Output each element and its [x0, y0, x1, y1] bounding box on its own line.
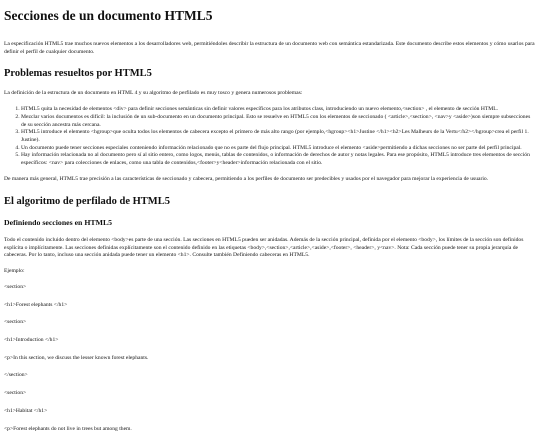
- example-line: <section>: [4, 283, 27, 290]
- example-line: <section>: [4, 390, 27, 397]
- algorithm-heading: El algoritmo de perfilado de HTML5: [4, 195, 170, 207]
- algorithm-subheading: Definiendo secciones en HTML5: [4, 217, 113, 227]
- list-item: 2. Mezclar varios documentos es difícil: la inclusión de un sub-documento en un documento principal. Esto se resuelve en HTML5 con los elementos de seccionado ( <article>,<section>, <nav>y <aside>)son siempre subsecciones de su sección ancestra más cercana.: [21, 114, 536, 129]
- example-line: <h1>Forest elephants </h1>: [4, 301, 68, 308]
- example-line: <h1>Habitat </h1>: [4, 407, 48, 414]
- list-item: 4. Un documento puede tener secciones especiales conteniendo información relacionado que no es parte del flujo principal. HTML5 introduce el elemento <aside>permitiendo a dichas secciones no ser parte del perfil principal.: [21, 145, 536, 153]
- example-line: <p>Forest elephants do not live in trees but among them.: [4, 425, 132, 432]
- example-line: </section>: [4, 372, 28, 379]
- example-label: Ejemplo:: [4, 268, 25, 275]
- list-item: 3. HTML5 introduce el elemento <hgroup>que oculta todos los elementos de cabecera excepto el primero de más alto rango (por ejemplo,<hgroup><h1>Justine </h1><h2>Les Malheurs de la Vertu</h2></hgroup>crea el perfil 1. Justine).: [21, 129, 536, 144]
- intro-paragraph: La especificación HTML5 trae muchos nuevos elementos a los desarrolladores web, permitiéndoles describir la estructura de un documento web con semántica estandarizada. Este documento describe estos elementos y cómo usarlos para definir el perfil de cualquier documento.: [4, 40, 535, 55]
- problems-list: [4, 106, 536, 168]
- example-line: <p>In this section, we discuss the lesser known forest elephants.: [4, 354, 149, 361]
- example-line: <section>: [4, 319, 27, 326]
- problems-summary: De manera más general, HTML5 trae precisión a las características de seccionado y cabecera, permitiendo a los perfiles de documento ser predecibles y usados por el navegador para mejorar la experiencia de usuario.: [4, 175, 489, 182]
- problems-lead: La definición de la estructura de un documento en HTML 4 y su algoritmo de perfilado es muy tosco y genera numerosos problemas:: [4, 90, 303, 97]
- problems-heading: Problemas resueltos por HTML5: [4, 68, 152, 80]
- example-line: <h1>Introduction </h1>: [4, 336, 59, 343]
- list-item: 1. HTML5 quita la necesidad de elementos <div> para definir secciones semánticas sin definir valores específicos para los atributos class, introduciendo un nuevo elemento,<section> , el elemento de sección HTML.: [21, 106, 536, 114]
- list-item: 5. Hay información relacionada no al documento pero sí al sitio entero, como logos, menús, tablas de contenidos, o información de derechos de autor y notas legales. Para ese propósito, HTML5 introduce tres elementos de sección específicos: <nav> para colecciones de enlaces, como una tabla de contenidos,<footer>y<header>información relacionada con el sitio.: [21, 152, 536, 167]
- page-title: Secciones de un documento HTML5: [4, 8, 213, 23]
- algorithm-paragraph: Todo el contenido incluido dentro del elemento <body>es parte de una sección. Las secciones en HTML5 pueden ser anidadas. Además de la sección principal, definida por el elemento <body>, los límites de la sección son definidos explícita o implícitamente. Las secciones definidas explícitamente son el contenido definido en las etiquetas <body>,<section>,<article>,<aside>,<footer>, <header>, y<nav>. Nota: Cada sección puede tener su propia jerarquía de cabeceras. Por lo tanto, incluso una sección anidada puede tener un elemento <h1>. Consulte también Definiendo cabeceras en HTML5.: [4, 236, 524, 259]
